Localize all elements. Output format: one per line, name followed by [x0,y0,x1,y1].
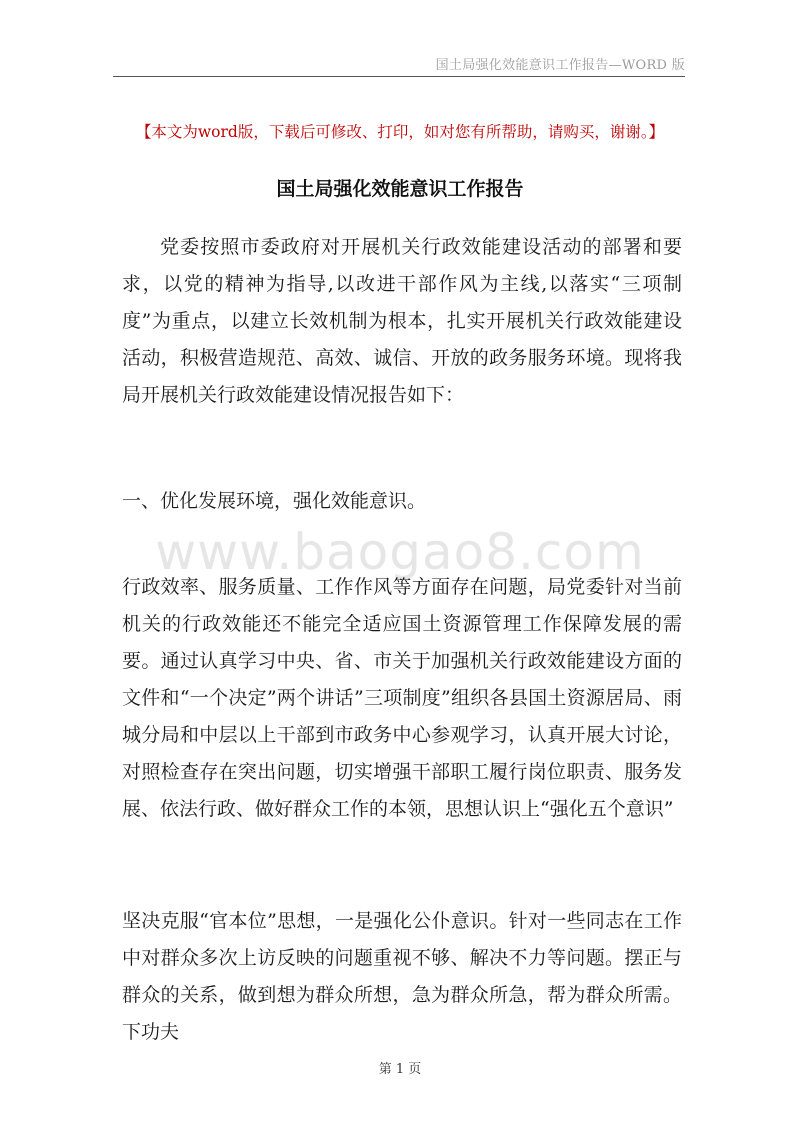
watermark: www.baogao8.com [155,523,645,581]
page-number: 第 1 页 [378,1062,422,1077]
document-title: 国土局强化效能意识工作报告 [276,178,524,200]
header-divider [113,76,685,77]
running-header: 国土局强化效能意识工作报告—WORD 版 [435,58,685,73]
download-notice: 【本文为word版，下载后可修改、打印，如对您有所帮助，请购买，谢谢。】 [135,123,665,141]
paragraph-body-2: 坚决克服“官本位”思想，一是强化公仆意识。针对一些同志在工作中对群众多次上访反映的问题重视不够、解决不力等问题。摆正与群众的关系，做到想为群众所想，急为群众所急，帮为群众所需。下功夫 [122,910,682,1043]
section-heading-1: 一、优化发展环境，强化效能意识。 [122,490,427,512]
paragraph-body-1: 行政效率、服务质量、工作作风等方面存在问题，局党委针对当前机关的行政效能还不能完全适应国土资源管理工作保障发展的需要。通过认真学习中央、省、市关于加强机关行政效能建设方面的文件和“一个决定”两个讲话”三项制度”组织各县国土资源居局、雨城分局和中层以上干部到市政务中心参观学习，认真开展大讨论，对照检查存在突出问题，切实增强干部职工履行岗位职责、服务发展、依法行政、做好群众工作的本领，思想认识上“强化五个意识” [122,576,682,820]
paragraph-intro: 党委按照市委政府对开展机关行政效能建设活动的部署和要求，以党的精神为指导,以改进干部作风为主线,以落实“三项制度”为重点，以建立长效机制为根本，扎实开展机关行政效能建设活动，积极营造规范、高效、诚信、开放的政务服务环境。现将我局开展机关行政效能建设情况报告如下： [122,236,682,406]
